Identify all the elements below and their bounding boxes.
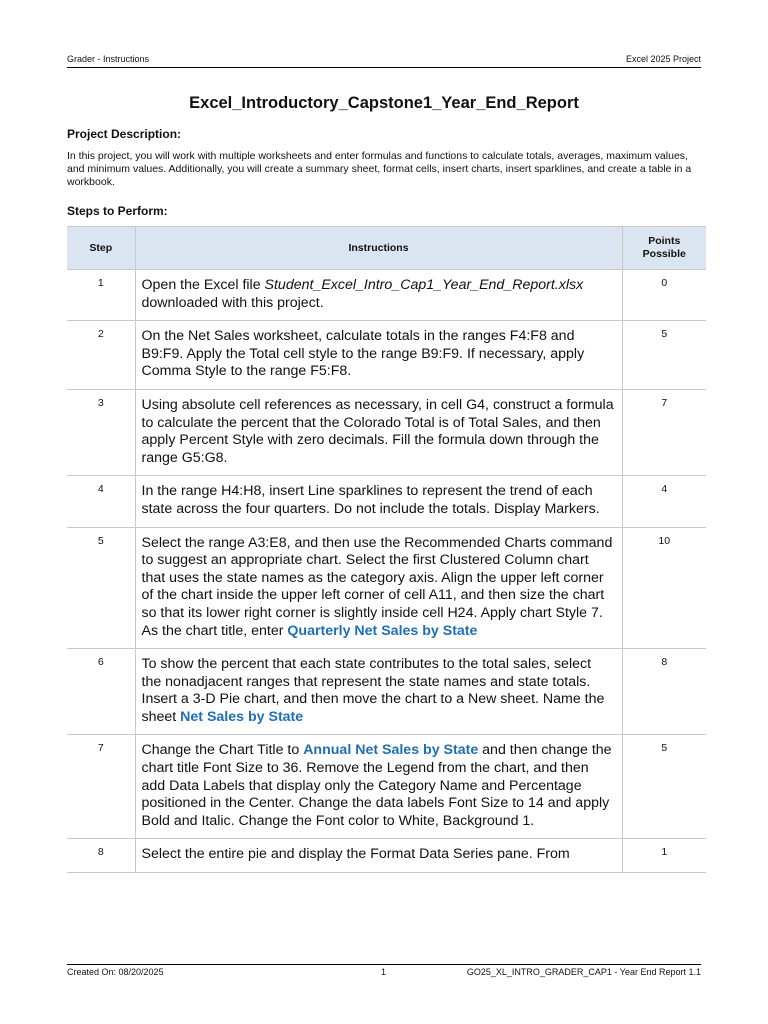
instruction-filename: Student_Excel_Intro_Cap1_Year_End_Report.xlsx <box>264 277 584 293</box>
table-row <box>67 735 706 839</box>
highlighted-text: Quarterly Net Sales by State <box>287 622 478 639</box>
instruction-text: and then change the chart title Font Size to 36. Remove the Legend from the chart, and then add Data Labels that display only the Category Name and Percentage positioned in the Center. Change the data labels Font Size to 14 and apply Bold and Italic. Change the Font color to White, Background 1. <box>141 742 612 829</box>
step-points: 8 <box>622 649 706 735</box>
page-footer <box>67 964 701 978</box>
column-header-points <box>622 227 706 270</box>
step-points: 5 <box>622 735 706 839</box>
highlighted-text: Annual Net Sales by State <box>303 742 479 759</box>
footer-created-date: Created On: 08/20/2025 <box>67 967 164 977</box>
step-number: 5 <box>67 527 135 649</box>
footer-document-id: GO25_XL_INTRO_GRADER_CAP1 - Year End Report 1.1 <box>466 967 701 977</box>
instruction-text: Select the range A3:E8, and then use the Recommended Charts command to suggest an appropriate chart. Select the first Clustered Column chart that uses the state names as the category axis. Align the upper left corner of the chart inside the upper left corner of cell A11, and then size the chart so that its lower right corner is slightly inside cell H24. Apply chart Style 7. As the chart title, enter <box>141 534 613 639</box>
step-instructions <box>135 527 622 649</box>
table-row <box>67 389 706 475</box>
step-points: 0 <box>622 270 706 321</box>
step-instructions: On the Net Sales worksheet, calculate totals in the ranges F4:F8 and B9:F9. Apply the Total cell style to the range B9:F9. If necessary, apply Comma Style to the range F5:F8. <box>135 321 622 390</box>
instruction-text: downloaded with this project. <box>141 294 324 311</box>
document-title: Excel_Introductory_Capstone1_Year_End_Report <box>189 94 579 112</box>
step-number: 4 <box>67 476 135 527</box>
step-points: 10 <box>622 527 706 649</box>
instruction-text: Open the Excel file <box>141 277 265 293</box>
step-number: 3 <box>67 389 135 475</box>
step-points: 4 <box>622 476 706 527</box>
step-instructions: Using absolute cell references as necessary, in cell G4, construct a formula to calculate the percent that the Colorado Total is of Total Sales, and then apply Percent Style with zero decimals. Fill the formula down through the range G5:G8. <box>135 389 622 475</box>
table-row <box>67 476 706 527</box>
instruction-text: Change the Chart Title to <box>141 742 304 759</box>
step-points: 7 <box>622 389 706 475</box>
table-row <box>67 649 706 735</box>
step-instructions <box>135 270 622 321</box>
column-header-instructions: Instructions <box>135 227 622 270</box>
table-row <box>67 839 706 873</box>
steps-heading: Steps to Perform: <box>67 204 168 218</box>
step-instructions: Select the entire pie and display the Format Data Series pane. From <box>135 839 622 873</box>
step-points: 5 <box>622 321 706 390</box>
table-header-row <box>67 227 706 270</box>
table-row <box>67 321 706 390</box>
step-instructions <box>135 649 622 735</box>
page-header <box>67 54 701 68</box>
step-instructions <box>135 735 622 839</box>
step-number: 6 <box>67 649 135 735</box>
footer-page-number: 1 <box>381 967 387 977</box>
project-description-text: In this project, you will work with multiple worksheets and enter formulas and functions to calculate totals, averages, maximum values, and minimum values. Additionally, you will create a summary sheet, format cells, insert charts, insert sparklines, and create a table in a workbook. <box>67 150 692 188</box>
points-header-line2: Possible <box>642 248 686 260</box>
step-instructions: In the range H4:H8, insert Line sparklines to represent the trend of each state across the four quarters. Do not include the totals. Display Markers. <box>135 476 622 527</box>
step-number: 8 <box>67 839 135 873</box>
table-row <box>67 270 706 321</box>
step-number: 1 <box>67 270 135 321</box>
step-number: 7 <box>67 735 135 839</box>
project-description-heading: Project Description: <box>67 127 182 141</box>
header-right-text: Excel 2025 Project <box>625 54 701 64</box>
header-left-text: Grader - Instructions <box>67 54 150 64</box>
instruction-text: To show the percent that each state contributes to the total sales, select the nonadjacent ranges that represent the state names and state totals. Insert a 3-D Pie chart, and then move the chart to a New sheet. Name the sheet <box>141 656 605 725</box>
step-number: 2 <box>67 321 135 390</box>
highlighted-text: Net Sales by State <box>180 708 304 725</box>
points-header-line1: Points <box>648 235 681 247</box>
column-header-step: Step <box>67 227 135 270</box>
step-points: 1 <box>622 839 706 873</box>
steps-table <box>67 226 706 873</box>
table-row <box>67 527 706 649</box>
